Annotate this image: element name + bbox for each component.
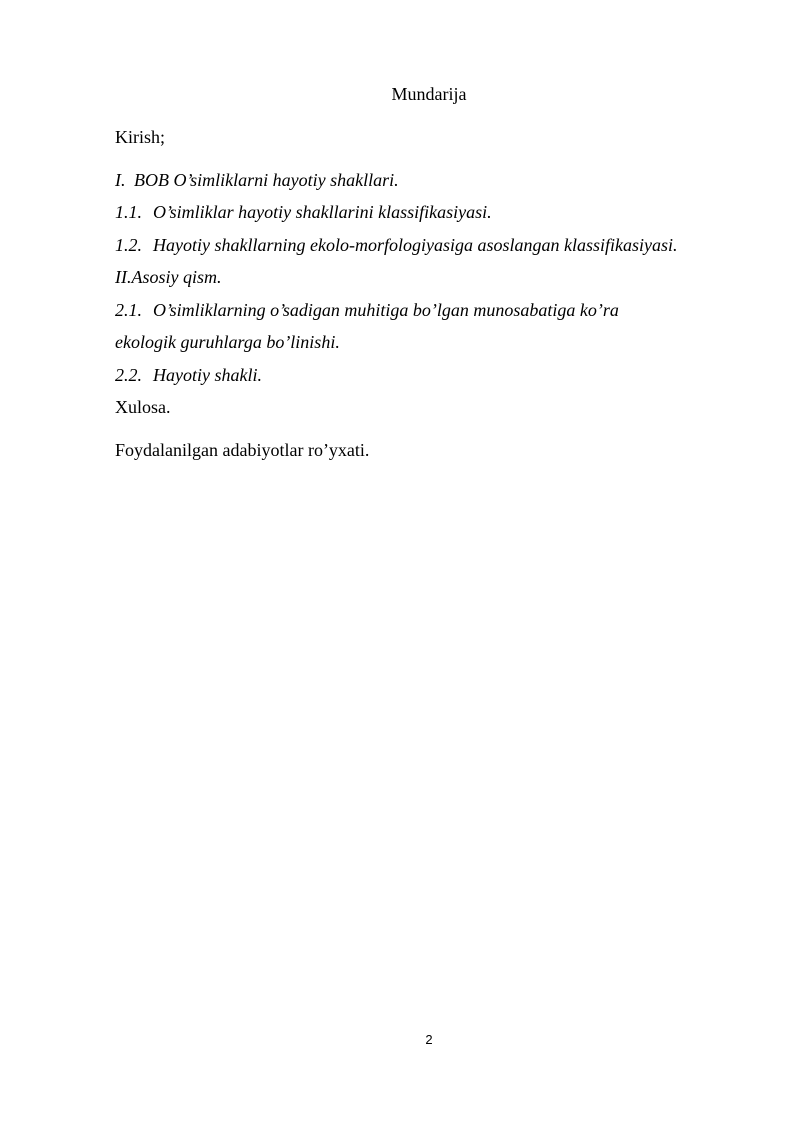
toc-section-2-2: [115, 364, 262, 386]
toc-chapter-2-number: II.: [115, 267, 132, 287]
toc-section-2-2-number: 2.2.: [115, 365, 142, 385]
toc-section-1-1-number: 1.1.: [115, 202, 142, 222]
toc-section-2-1-number: 2.1.: [115, 300, 142, 320]
toc-title: Mundarija: [391, 84, 467, 104]
toc-chapter-1: [115, 169, 399, 191]
toc-conclusion: Xulosa.: [115, 397, 171, 417]
toc-section-1-2-number: 1.2.: [115, 235, 142, 255]
toc-section-1-1: [115, 201, 492, 223]
toc-section-1-1-text: O’simliklar hayotiy shakllarini klassifikasiyasi.: [153, 202, 492, 222]
toc-intro: Kirish;: [115, 127, 166, 147]
toc-section-2-1: [115, 299, 619, 321]
toc-references: Foydalanilgan adabiyotlar ro’yxati.: [115, 440, 370, 460]
toc-section-1-2-text: Hayotiy shakllarning ekolo-morfologiyasiga asoslangan klassifikasiyasi.: [153, 235, 678, 255]
toc-chapter-1-text: BOB O’simliklarni hayotiy shakllari.: [134, 170, 399, 190]
toc-chapter-2: [115, 266, 222, 288]
toc-section-2-1-text: O’simliklarning o’sadigan muhitiga bo’lgan munosabatiga ko’ra: [153, 300, 619, 320]
toc-section-1-2: [115, 234, 677, 256]
toc-chapter-2-text: Asosiy qism.: [131, 267, 222, 287]
page-number: 2: [425, 1032, 433, 1047]
toc-section-2-1-continuation: ekologik guruhlarga bo’linishi.: [115, 332, 340, 352]
toc-chapter-1-number: I.: [115, 170, 126, 190]
toc-section-2-2-text: Hayotiy shakli.: [153, 365, 262, 385]
